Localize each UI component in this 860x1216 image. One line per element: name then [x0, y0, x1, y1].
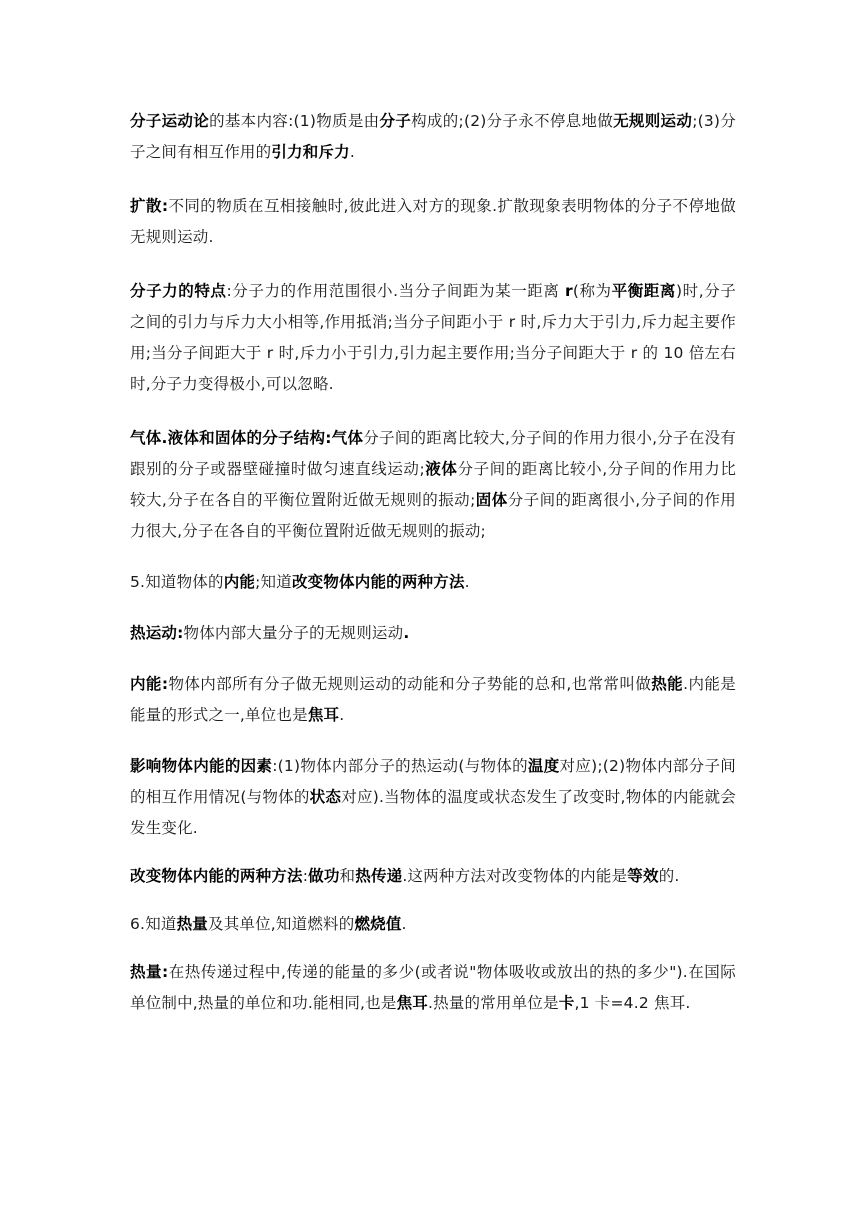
- para-molecular-force: [130, 276, 736, 400]
- text-run: )时,分子之间的引力与斥力大小相等,作用抵消;当分子间距小于 r 时,斥力大于引力,斥力起主要作用;当分子间距大于 r 时,斥力小于引力,引力起主要作用;当分子间距大于 r 的 10 倍左右时,分子力变得极小,可以忽略.: [130, 282, 736, 393]
- text-run: .: [401, 915, 407, 933]
- bold-term: 引力和斥力: [271, 143, 350, 161]
- text-run: .: [349, 143, 355, 161]
- bold-term: 内能:: [130, 675, 169, 693]
- bold-term: 等效: [627, 867, 659, 885]
- text-run: 物体内部所有分子做无规则运动的动能和分子势能的总和,也常常叫做: [168, 675, 652, 693]
- text-run: .内能是能量的形式之一,单位也是: [130, 675, 736, 724]
- text-run: .这两种方法对改变物体的内能是: [402, 867, 628, 885]
- bold-term: 热量:: [130, 963, 169, 981]
- bold-term: 改变物体内能的两种方法: [291, 573, 465, 591]
- text-run: 5.知道物体的: [130, 573, 224, 591]
- para-heat: [130, 957, 736, 1019]
- bold-term: 热量: [176, 915, 208, 933]
- bold-term: .: [403, 624, 410, 642]
- para-factors: [130, 751, 736, 844]
- text-run: 及其单位,知道燃料的: [208, 915, 355, 933]
- text-run: 分子间的距离比较小,分子间的作用力比较大,分子在各自的平衡位置附近做无规则的振动;: [130, 460, 737, 509]
- bold-term: 焦耳: [396, 994, 428, 1012]
- text-run: 构成的;(2)分子永不停息地做: [411, 112, 614, 130]
- text-run: 对应);(2)物体内部分子间的相互作用情况(与物体的: [130, 757, 736, 806]
- text-run: 在热传递过程中,传递的能量的多少(或者说"物体吸收或放出的热的多少").在国际单位制中,热量的单位和功.能相同,也是: [130, 963, 736, 1012]
- document-page: [130, 106, 736, 1019]
- bold-term: 内能: [223, 573, 256, 591]
- para-section-5: [130, 567, 736, 598]
- bold-term: 分子运动论: [130, 112, 210, 130]
- text-run: 物体内部大量分子的无规则运动: [183, 624, 404, 642]
- bold-term: 固体: [475, 491, 508, 509]
- text-run: .: [339, 706, 345, 724]
- text-run: .热量的常用单位是: [428, 994, 559, 1012]
- para-molecular-kinetic-theory: [130, 106, 736, 168]
- para-two-methods: [130, 861, 736, 892]
- text-run: :: [302, 867, 309, 885]
- bold-term: 分子: [379, 112, 412, 130]
- bold-term: 扩散:: [130, 197, 169, 215]
- text-run: ,1 卡=4.2 焦耳.: [574, 994, 691, 1012]
- bold-term: 改变物体内能的两种方法: [130, 867, 303, 885]
- bold-term: 做功: [308, 867, 340, 885]
- bold-term: 状态: [309, 788, 342, 806]
- bold-term: 平衡距离: [611, 282, 676, 300]
- bold-term: 气体.液体和固体的分子结构:气体: [130, 429, 364, 447]
- text-run: 和: [339, 867, 356, 885]
- text-run: ;(3)分子之间有相互作用的: [130, 112, 736, 161]
- text-run: 不同的物质在互相接触时,彼此进入对方的现象.扩散现象表明物体的分子不停地做无规则运动.: [130, 197, 736, 246]
- text-run: :(1)物体内部分子的热运动(与物体的: [272, 757, 528, 775]
- text-run: 分子间的距离很小,分子间的作用力很大,分子在各自的平衡位置附近做无规则的振动;: [130, 491, 736, 540]
- para-thermal-motion: [130, 618, 736, 649]
- bold-term: 温度: [527, 757, 560, 775]
- text-run: .: [464, 573, 470, 591]
- text-run: :分子力的作用范围很小.当分子间距为某一距离: [226, 282, 565, 300]
- bold-term: 焦耳: [307, 706, 340, 724]
- text-run: 对应).当物体的温度或状态发生了改变时,物体的内能就会发生变化.: [130, 788, 736, 837]
- bold-term: 卡: [558, 994, 575, 1012]
- bold-term: 热传递: [355, 867, 403, 885]
- para-internal-energy: [130, 669, 736, 731]
- bold-term: 热能: [651, 675, 684, 693]
- para-section-6: [130, 909, 736, 940]
- text-run: 的.: [658, 867, 680, 885]
- bold-term: 无规则运动: [613, 112, 693, 130]
- bold-term: 分子力的特点: [130, 282, 227, 300]
- bold-term: r: [564, 282, 573, 300]
- text-run: ;知道: [255, 573, 292, 591]
- text-run: (称为: [572, 282, 612, 300]
- bold-term: 燃烧值: [354, 915, 402, 933]
- para-molecular-structure: [130, 423, 736, 547]
- text-run: 分子间的距离比较大,分子间的作用力很小,分子在没有跟别的分子或器壁碰撞时做匀速直线运动;: [130, 429, 736, 478]
- bold-term: 液体: [424, 460, 458, 478]
- text-run: 6.知道: [130, 915, 177, 933]
- bold-term: 热运动:: [130, 624, 184, 642]
- text-run: 的基本内容:(1)物质是由: [209, 112, 380, 130]
- bold-term: 影响物体内能的因素: [130, 757, 273, 775]
- para-diffusion: [130, 191, 736, 253]
